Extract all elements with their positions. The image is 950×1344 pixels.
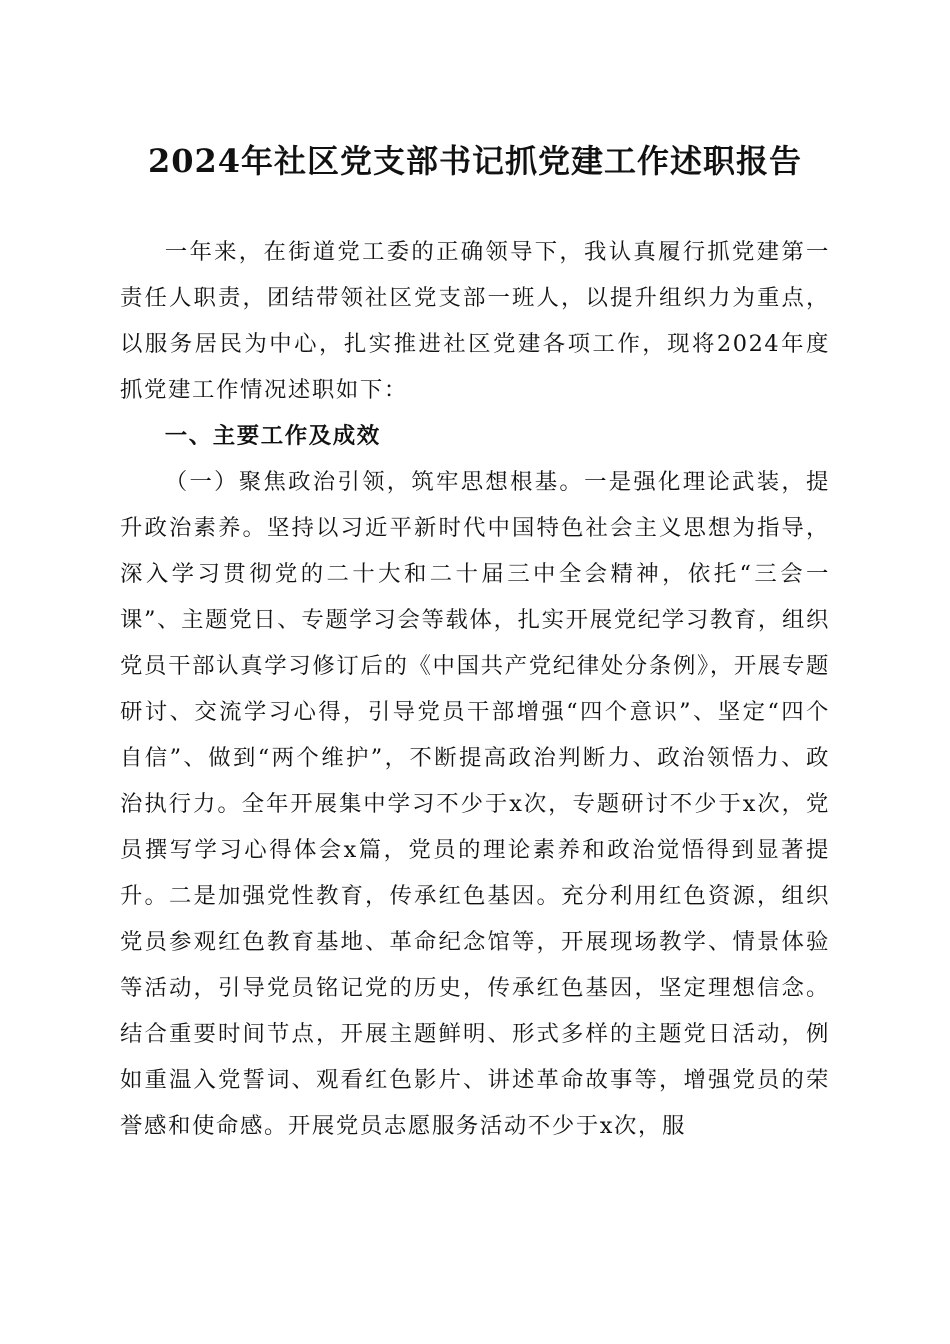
section-heading: 一、主要工作及成效 (164, 423, 381, 449)
subsection-paragraph (120, 459, 830, 1149)
intro-paragraph: 一年来，在街道党工委的正确领导下，我认真履行抓党建第一责任人职责，团结带领社区党支部一班人，以提升组织力为重点，以服务居民为中心，扎实推进社区党建各项工作，现将2024年度抓党建工作情况述职如下： (120, 239, 830, 403)
subsection-heading: （一）聚焦政治引领，筑牢思想根基。 (164, 469, 585, 495)
document-title: 2024年社区党支部书记抓党建工作述职报告 (147, 142, 803, 180)
subsection-body: 一是强化理论武装，提升政治素养。坚持以习近平新时代中国特色社会主义思想为指导，深入学习贯彻党的二十大和二十届三中全会精神，依托“三会一课”、主题党日、专题学习会等载体，扎实开展党纪学习教育，组织党员干部认真学习修订后的《中国共产党纪律处分条例》，开展专题研讨、交流学习心得，引导党员干部增强“四个意识”、坚定“四个自信”、做到“两个维护”，不断提高政治判断力、政治领悟力、政治执行力。全年开展集中学习不少于x次，专题研讨不少于x次，党员撰写学习心得体会x篇，党员的理论素养和政治觉悟得到显著提升。二是加强党性教育，传承红色基因。充分利用红色资源，组织党员参观红色教育基地、革命纪念馆等，开展现场教学、情景体验等活动，引导党员铭记党的历史，传承红色基因，坚定理想信念。结合重要时间节点，开展主题鲜明、形式多样的主题党日活动，例如重温入党誓词、观看红色影片、讲述革命故事等，增强党员的荣誉感和使命感。开展党员志愿服务活动不少于x次，服 (120, 469, 831, 1139)
document-body (120, 229, 830, 1149)
